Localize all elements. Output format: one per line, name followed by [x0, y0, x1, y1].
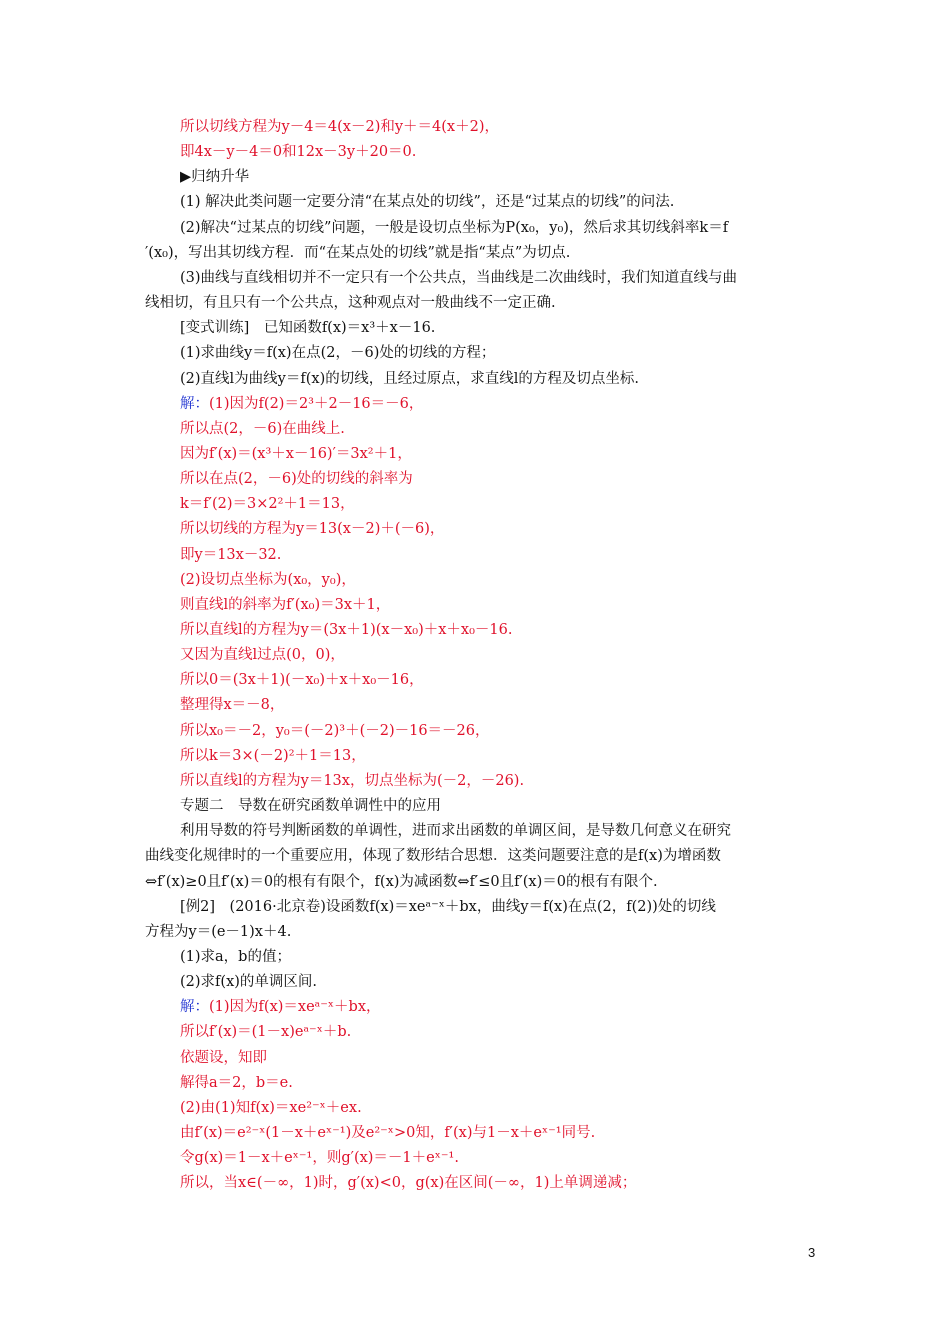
line-text: (3)曲线与直线相切并不一定只有一个公共点，当曲线是二次曲线时，我们知道直线与曲 — [180, 269, 738, 286]
text-line — [180, 341, 825, 366]
line-text: k＝f′(2)＝3×2²＋1＝13， — [180, 496, 355, 513]
line-text: 依题设，知即 — [180, 1049, 267, 1066]
text-line — [180, 1046, 825, 1071]
line-text: 因为f′(x)＝(x³＋x－16)′＝3x²＋1， — [180, 445, 412, 462]
text-line — [180, 467, 825, 492]
text-line — [180, 1071, 825, 1096]
text-line — [180, 492, 825, 517]
text-line — [180, 190, 825, 215]
line-text: 则直线l的斜率为f′(x₀)＝3x＋1， — [180, 596, 391, 613]
line-text: (1)求曲线y＝f(x)在点(2，－6)处的切线的方程； — [180, 345, 496, 362]
line-text: 方程为y＝(e－1)x＋4. — [145, 923, 292, 940]
text-line — [180, 995, 825, 1020]
text-line — [180, 618, 825, 643]
line-text: (2)设切点坐标为(x₀，y₀)， — [180, 571, 356, 588]
solution-label: 解： — [180, 395, 209, 412]
text-line — [180, 668, 825, 693]
text-line — [180, 744, 825, 769]
text-line — [145, 870, 825, 895]
line-text: ⇔f′(x)≥0且f′(x)＝0的根有有限个，f(x)为减函数⇔f′≤0且f′(x)＝0的根有有限个. — [145, 873, 658, 890]
line-text: 所以x₀＝－2，y₀＝(－2)³＋(－2)－16＝－26， — [180, 722, 490, 739]
line-text: 又因为直线l过点(0，0)， — [180, 647, 345, 664]
line-text: 所以在点(2，－6)处的切线的斜率为 — [180, 471, 413, 488]
line-text: (2)直线l为曲线y＝f(x)的切线，且经过原点，求直线l的方程及切点坐标. — [180, 370, 639, 387]
text-line — [180, 1146, 825, 1171]
line-text: 所以0＝(3x＋1)(－x₀)＋x＋x₀－16， — [180, 672, 424, 689]
line-text: 即y＝13x－32. — [180, 546, 282, 563]
line-text: 令g(x)＝1－x＋eˣ⁻¹，则g′(x)＝－1＋eˣ⁻¹. — [180, 1150, 459, 1167]
text-line — [180, 895, 825, 920]
line-text: [变式训练] 已知函数f(x)＝x³＋x－16. — [180, 320, 436, 337]
line-text: (2)求f(x)的单调区间. — [180, 974, 318, 991]
text-line — [180, 1171, 825, 1196]
line-text: 整理得x＝－8， — [180, 697, 285, 714]
text-line — [180, 442, 825, 467]
text-line — [180, 643, 825, 668]
text-line — [145, 291, 825, 316]
line-text: ′(x₀)，写出其切线方程．而“在某点处的切线”就是指“某点”为切点. — [145, 244, 571, 261]
text-line — [180, 719, 825, 744]
solution-label: 解： — [180, 999, 209, 1016]
text-line — [180, 693, 825, 718]
text-line — [180, 794, 825, 819]
text-line — [180, 543, 825, 568]
text-line — [145, 241, 825, 266]
text-line — [180, 517, 825, 542]
text-line — [180, 140, 825, 165]
line-text: 所以f′(x)＝(1－x)eᵃ⁻ˣ＋b. — [180, 1024, 352, 1041]
line-text: 线相切，有且只有一个公共点，这种观点对一般曲线不一定正确. — [145, 295, 556, 312]
line-text: 所以点(2，－6)在曲线上. — [180, 420, 345, 437]
text-line — [180, 1096, 825, 1121]
text-line — [180, 970, 825, 995]
text-line — [180, 1020, 825, 1045]
line-text: 所以，当x∈(－∞，1)时，g′(x)<0，g(x)在区间(－∞，1)上单调递减； — [180, 1175, 637, 1192]
line-text: [例2] (2016·北京卷)设函数f(x)＝xeᵃ⁻ˣ＋bx，曲线y＝f(x)在点(2，f(2))处的切线 — [180, 898, 716, 915]
line-text: 所以直线l的方程为y＝(3x＋1)(x－x₀)＋x＋x₀－16. — [180, 622, 513, 638]
line-text: ▶归纳升华 — [180, 169, 250, 186]
text-line — [180, 266, 825, 291]
line-text: 利用导数的符号判断函数的单调性，进而求出函数的单调区间，是导数几何意义在研究 — [180, 823, 731, 840]
line-text: 曲线变化规律时的一个重要应用，体现了数形结合思想．这类问题要注意的是f(x)为增函数 — [145, 848, 721, 865]
line-text: (1)求a，b的值； — [180, 948, 291, 965]
line-text: (1)因为f(2)＝2³＋2－16＝－6， — [209, 395, 424, 412]
text-line — [145, 844, 825, 869]
line-text: 解得a＝2，b＝e. — [180, 1074, 293, 1091]
page-number: 3 — [808, 1245, 816, 1260]
text-line — [180, 115, 825, 140]
line-text: 所以k＝3×(－2)²＋1＝13， — [180, 747, 366, 764]
line-text: (2)由(1)知f(x)＝xe²⁻ˣ＋ex. — [180, 1099, 362, 1116]
text-line — [180, 593, 825, 618]
text-line — [180, 417, 825, 442]
text-line — [145, 920, 825, 945]
text-line — [180, 769, 825, 794]
line-text: 所以直线l的方程为y＝13x，切点坐标为(－2，－26). — [180, 772, 525, 789]
text-line — [180, 568, 825, 593]
text-line — [180, 819, 825, 844]
line-text: 由f′(x)＝e²⁻ˣ(1－x＋eˣ⁻¹)及e²⁻ˣ>0知，f′(x)与1－x＋eˣ⁻¹同号. — [180, 1125, 596, 1141]
text-line — [180, 392, 825, 417]
text-line — [180, 945, 825, 970]
line-text: 即4x－y－4＝0和12x－3y＋20＝0. — [180, 144, 417, 161]
text-line — [180, 1121, 825, 1146]
line-text: 所以切线方程为y－4＝4(x－2)和y＋＝4(x＋2)， — [180, 119, 499, 135]
text-line — [180, 316, 825, 341]
line-text: 所以切线的方程为y＝13(x－2)＋(－6)， — [180, 521, 445, 538]
text-line — [180, 367, 825, 392]
line-text: 专题二 导数在研究函数单调性中的应用 — [180, 798, 441, 815]
line-text: (1)因为f(x)＝xeᵃ⁻ˣ＋bx， — [209, 999, 381, 1016]
text-line — [180, 165, 825, 190]
line-text: (2)解决“过某点的切线”问题，一般是设切点坐标为P(x₀，y₀)，然后求其切线斜率k＝f — [180, 219, 729, 236]
line-text: (1) 解决此类问题一定要分清“在某点处的切线”，还是“过某点的切线”的问法. — [180, 194, 675, 211]
text-line — [180, 216, 825, 241]
